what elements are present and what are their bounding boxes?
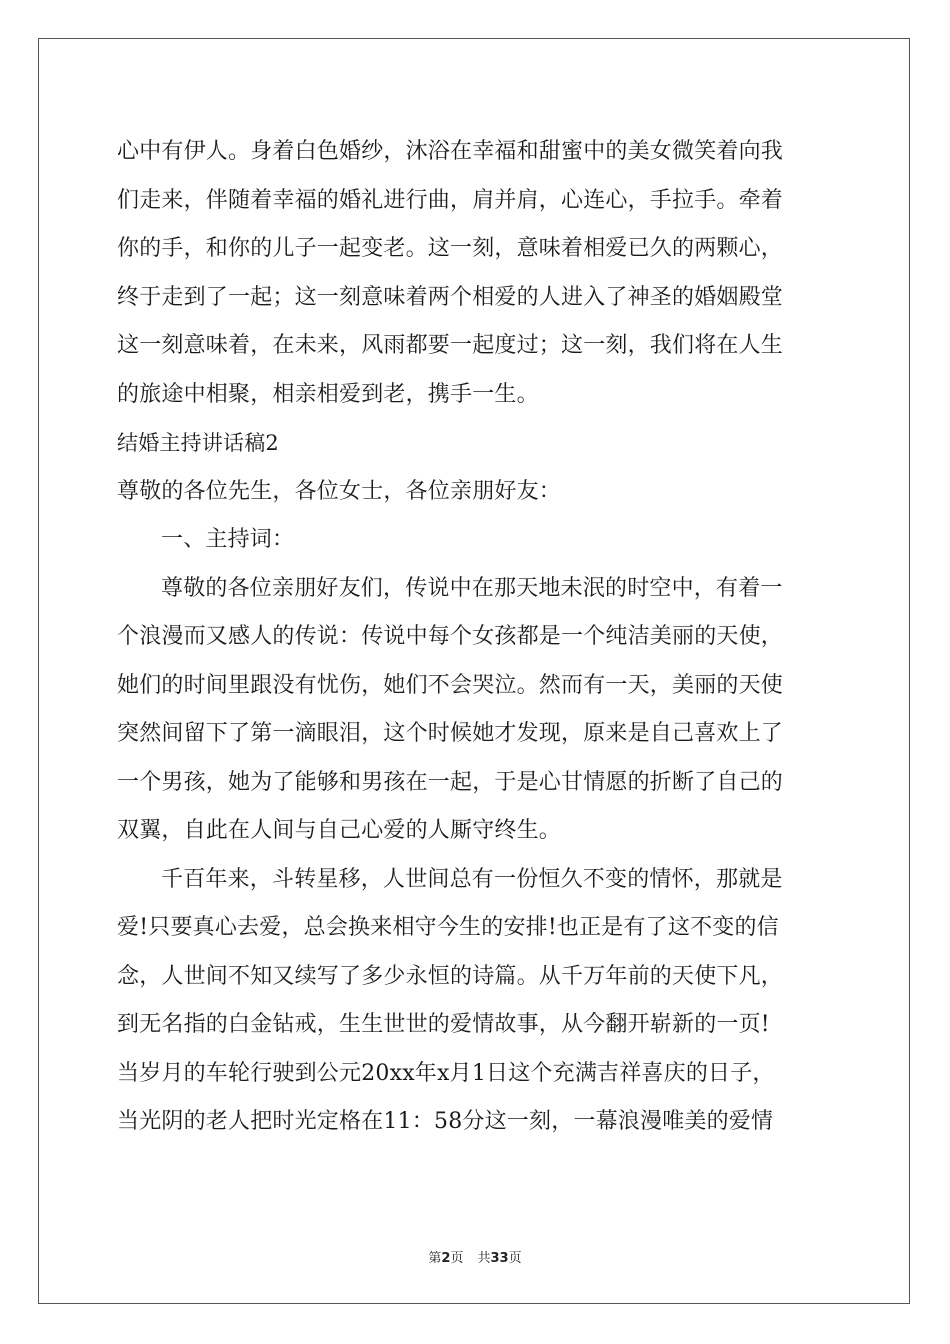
total-prefix: 共 [477,1251,491,1266]
body-line: 心中有伊人。身着白色婚纱，沐浴在幸福和甜蜜中的美女微笑着向我 [117,139,784,164]
paragraph-line: 个浪漫而又感人的传说：传说中每个女孩都是一个纯洁美丽的天使， [117,624,784,649]
body-line: 的旅途中相聚，相亲相爱到老，携手一生。 [117,381,539,407]
paragraph-line: 到无名指的白金钻戒，生生世世的爱情故事，从今翻开崭新的一页! [117,1012,770,1037]
subheading: 一、主持词： [161,527,295,552]
paragraph-line: 她们的时间里跟没有忧伤，她们不会哭泣。然而有一天，美丽的天使 [117,672,784,698]
body-line: 们走来，伴随着幸福的婚礼进行曲，肩并肩，心连心，手拉手。牵着 [117,187,784,213]
section-title: 结婚主持讲话稿2 [117,431,279,455]
total-pages-number: 33 [490,1251,509,1266]
paragraph-line: 突然间留下了第一滴眼泪，这个时候她才发现，原来是自己喜欢上了 [117,721,784,746]
paragraph-line: 千百年来，斗转星移，人世间总有一份恒久不变的情怀，那就是 [161,866,783,892]
page-prefix: 第 [428,1251,442,1266]
page-footer [0,1247,950,1266]
paragraph-line: 当岁月的车轮行驶到公元20xx年x月1日这个充满吉祥喜庆的日子， [117,1060,775,1086]
body-line: 你的手，和你的儿子一起变老。这一刻，意味着相爱已久的两颗心， [117,236,784,261]
paragraph-line: 尊敬的各位亲朋好友们，传说中在那天地未泯的时空中，有着一 [161,575,783,601]
paragraph-line: 爱!只要真心去爱，总会换来相守今生的安排!也正是有了这不变的信 [117,915,779,940]
total-suffix: 页 [508,1251,522,1266]
document-body [117,128,837,1147]
current-page-number: 2 [441,1251,451,1266]
paragraph-line: 一个男孩，她为了能够和男孩在一起，于是心甘情愿的折断了自己的 [117,769,784,795]
body-line: 这一刻意味着，在未来，风雨都要一起度过；这一刻，我们将在人生 [117,333,784,358]
paragraph-line: 双翼，自此在人间与自己心爱的人厮守终生。 [117,818,562,843]
salutation: 尊敬的各位先生，各位女士，各位亲朋好友： [117,478,562,504]
page-suffix: 页 [450,1251,464,1266]
paragraph-line: 当光阴的老人把时光定格在11：58分这一刻，一幕浪漫唯美的爱情 [117,1109,774,1134]
paragraph-line: 念，人世间不知又续写了多少永恒的诗篇。从千万年前的天使下凡， [117,963,784,989]
body-line: 终于走到了一起；这一刻意味着两个相爱的人进入了神圣的婚姻殿堂 [117,284,784,310]
